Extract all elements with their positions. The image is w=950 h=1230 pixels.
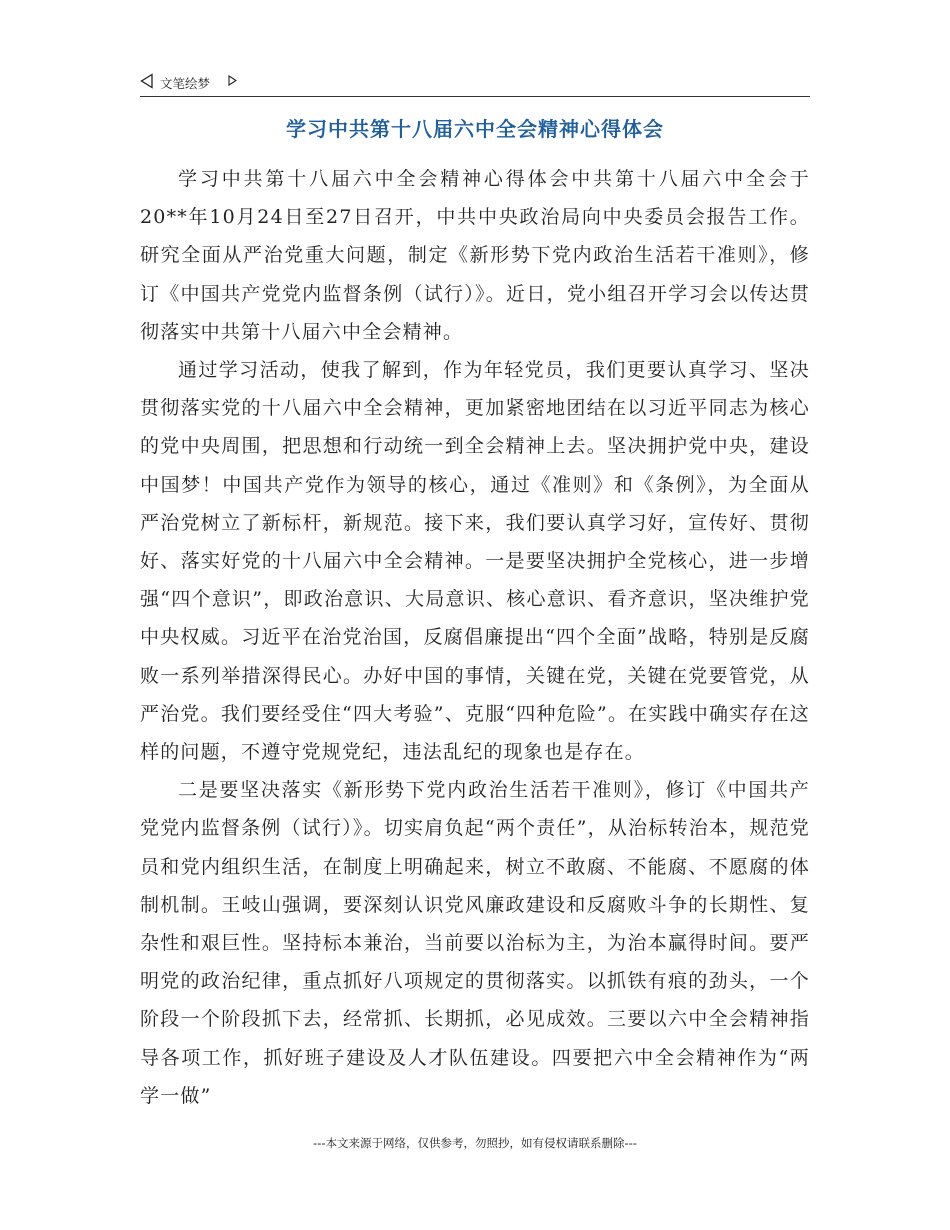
source-disclaimer: ---本文来源于网络，仅供参考，勿照抄，如有侵权请联系删除---: [313, 1136, 637, 1150]
triangle-left-outline-icon: [140, 73, 154, 89]
paragraph: 学习中共第十八届六中全会精神心得体会中共第十八届六中全会于20**年10月24日至27日召开，中共中央政治局向中央委员会报告工作。研究全面从严治党重大问题，制定《新形势下党内政治生活若干准则》，修订《中国共产党党内监督条例（试行）》。近日，党小组召开学习会以传达贯彻落实中共第十八届六中全会精神。: [140, 168, 810, 343]
header-brand-text: 文笔绘梦: [160, 76, 211, 91]
paragraph: 二是要坚决落实《新形势下党内政治生活若干准则》，修订《中国共产党党内监督条例（试行）》。切实肩负起“两个责任”，从治标转治本，规范党员和党内组织生活，在制度上明确起来，树立不敢腐、不能腐、不愿腐的体制机制。王岐山强调，要深刻认识党风廉政建设和反腐败斗争的长期性、复杂性和艰巨性。坚持标本兼治，当前要以治标为主，为治本赢得时间。要严明党的政治纪律，重点抓好八项规定的贯彻落实。以抓铁有痕的劲头，一个阶段一个阶段抓下去，经常抓、长期抓，必见成效。三要以六中全会精神指导各项工作，抓好班子建设及人才队伍建设。四要把六中全会精神作为“两学一做”: [140, 779, 810, 1107]
paragraph: 通过学习活动，使我了解到，作为年轻党员，我们更要认真学习、坚决贯彻落实党的十八届六中全会精神，更加紧密地团结在以习近平同志为核心的党中央周围，把思想和行动统一到全会精神上去。坚决拥护党中央，建设中国梦！中国共产党作为领导的核心，通过《准则》和《条例》，为全面从严治党树立了新标杆，新规范。接下来，我们要认真学习好，宣传好、贯彻好、落实好党的十八届六中全会精神。一是要坚决拥护全党核心，进一步增强“四个意识”，即政治意识、大局意识、核心意识、看齐意识，坚决维护党中央权威。习近平在治党治国，反腐倡廉提出“四个全面”战略，特别是反腐败一系列举措深得民心。办好中国的事情，关键在党，关键在党要管党，从严治党。我们要经受住“四大考验”、克服“四种危险”。在实践中确实存在这样的问题，不遵守党规党纪，违法乱纪的现象也是存在。: [140, 359, 810, 764]
document-body: [140, 160, 810, 1115]
page-header: [140, 70, 810, 97]
triangle-right-outline-icon: [228, 75, 237, 86]
document-title: 学习中共第十八届六中全会精神心得体会: [286, 117, 664, 141]
